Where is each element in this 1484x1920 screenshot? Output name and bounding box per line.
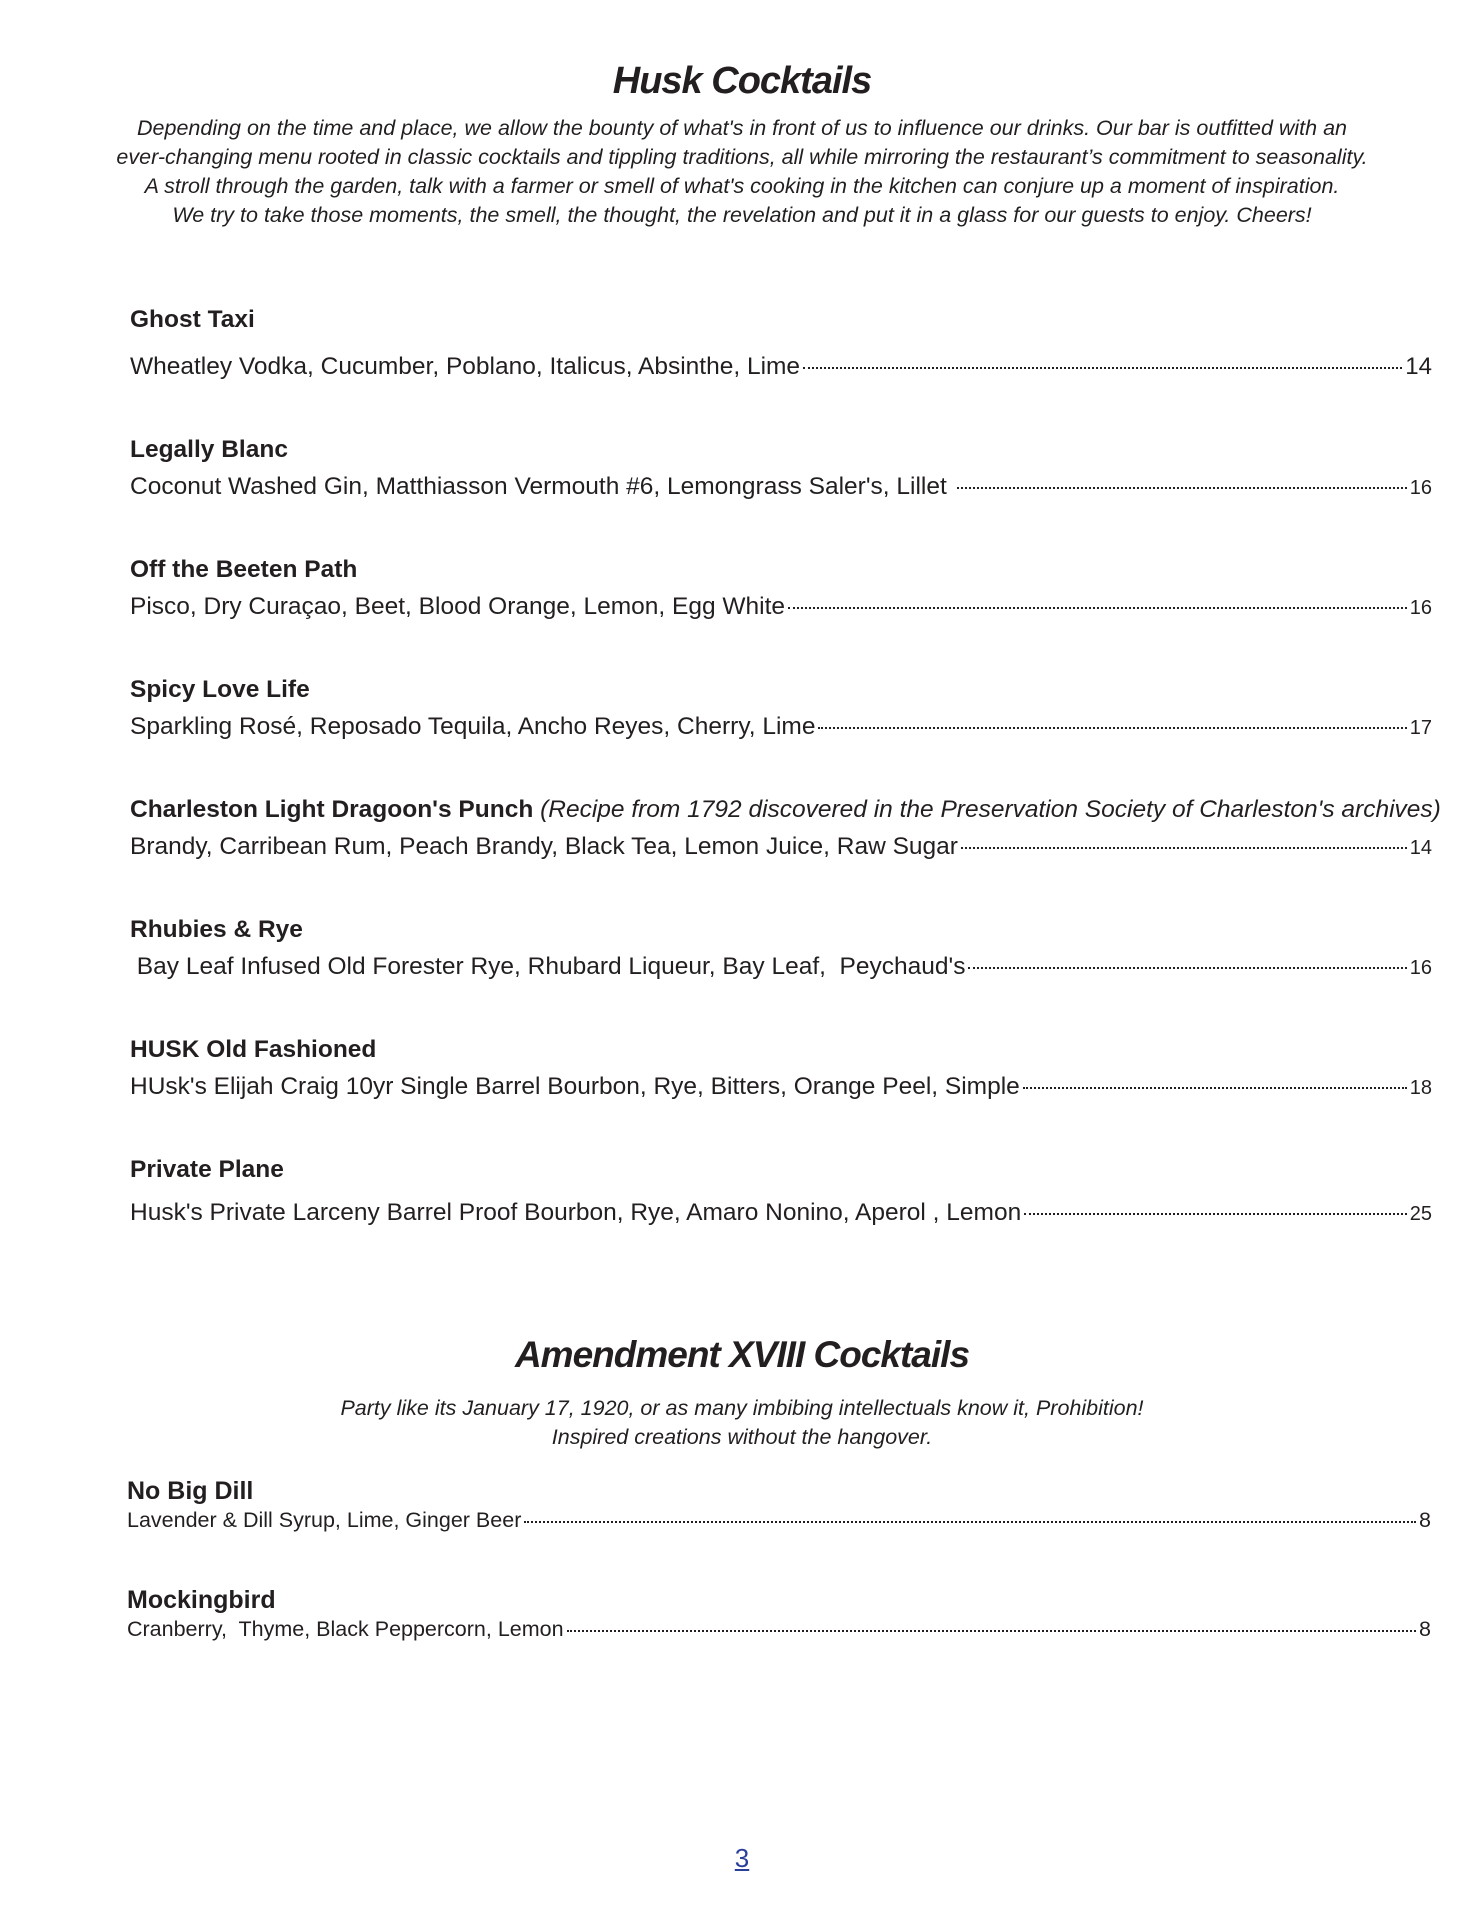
husk-intro-line: Depending on the time and place, we allow the bounty of what's in front of us to influence our drinks. Our bar is outfitted with an [137,116,1347,140]
drink-description: Pisco, Dry Curaçao, Beet, Blood Orange, Lemon, Egg White [130,593,786,620]
dot-leader [961,847,1407,849]
drink-item [130,795,1441,861]
drink-description: Brandy, Carribean Rum, Peach Brandy, Black Tea, Lemon Juice, Raw Sugar [130,833,958,860]
drink-item [130,1035,1432,1101]
drink-line [130,353,1432,381]
drink-description: Coconut Washed Gin, Matthiasson Vermouth #6, Lemongrass Saler's, Lillet [130,473,947,500]
drink-description: Husk's Private Larceny Barrel Proof Bourbon, Rye, Amaro Nonino, Aperol , Lemon [130,1199,1022,1226]
husk-intro-line: We try to take those moments, the smell, the thought, the revelation and put it in a glass for our guests to enjoy. Cheers! [172,203,1312,227]
drink-line [127,1508,1431,1533]
amendment-intro [0,1394,1484,1452]
drink-price: 14 [1405,353,1432,380]
drink-price: 16 [1409,957,1432,979]
drink-line [130,833,1432,861]
dot-leader [1024,1213,1407,1215]
drink-line [130,1073,1432,1101]
drink-name: Legally Blanc [130,436,288,463]
drink-name: HUSK Old Fashioned [130,1036,377,1063]
drink-line [130,953,1432,981]
drink-price: 14 [1409,837,1432,859]
dot-leader [818,727,1406,729]
husk-intro-line: A stroll through the garden, talk with a farmer or smell of what's cooking in the kitchen can conjure up a moment of inspiration. [144,174,1340,198]
drink-item [130,915,1432,981]
husk-intro [0,114,1484,230]
dot-leader [1023,1087,1407,1089]
drink-item [130,1155,1432,1227]
mocktail-item [127,1585,1431,1642]
page-number [0,1843,1484,1874]
drink-price: 25 [1409,1203,1432,1225]
drink-item [130,435,1432,501]
drink-name: Off the Beeten Path [130,556,358,583]
drink-price: 17 [1409,717,1432,739]
dot-leader [957,487,1407,489]
dot-leader [803,367,1402,369]
amendment-intro-line: Party like its January 17, 1920, or as many imbibing intellectuals know it, Prohibition! [340,1396,1144,1420]
drink-line [130,713,1432,741]
drink-description: Bay Leaf Infused Old Forester Rye, Rhubard Liqueur, Bay Leaf, Peychaud's [130,953,966,980]
dot-leader [968,967,1406,969]
drink-item [130,305,1432,381]
drink-line [130,1199,1432,1227]
drink-price: 8 [1419,1617,1431,1641]
drink-description: Wheatley Vodka, Cucumber, Poblano, Italicus, Absinthe, Lime [130,353,801,380]
drink-name: No Big Dill [127,1477,254,1505]
drink-description: Lavender & Dill Syrup, Lime, Ginger Beer [127,1508,522,1532]
drink-name: Mockingbird [127,1586,276,1614]
page-number-link[interactable]: 3 [734,1843,750,1873]
drink-name: Charleston Light Dragoon's Punch [130,796,534,823]
drink-description: HUsk's Elijah Craig 10yr Single Barrel Bourbon, Rye, Bitters, Orange Peel, Simple [130,1073,1020,1100]
mocktail-item [127,1476,1431,1533]
husk-intro-line: ever-changing menu rooted in classic cocktails and tippling traditions, all while mirroring the restaurant’s commitment to seasonality. [116,145,1368,169]
drink-name-row [130,795,1441,825]
drink-item [130,555,1432,621]
drink-name: Ghost Taxi [130,306,255,333]
drink-note: (Recipe from 1792 discovered in the Preservation Society of Charleston's archives) [540,796,1441,823]
drink-item [130,675,1432,741]
dot-leader [788,607,1407,609]
amendment-intro-line: Inspired creations without the hangover. [551,1425,933,1449]
drink-price: 18 [1409,1077,1432,1099]
husk-cocktails-title: Husk Cocktails [612,60,872,102]
amendment-cocktails-title: Amendment XVIII Cocktails [514,1334,970,1375]
drink-name: Private Plane [130,1156,284,1183]
drink-line [130,473,1432,501]
drink-name: Spicy Love Life [130,676,310,703]
drink-line [127,1617,1431,1642]
dot-leader [524,1521,1416,1523]
dot-leader [567,1630,1416,1632]
drink-price: 8 [1419,1508,1431,1532]
drink-line [130,593,1432,621]
drink-description: Sparkling Rosé, Reposado Tequila, Ancho Reyes, Cherry, Lime [130,713,816,740]
drink-description: Cranberry, Thyme, Black Peppercorn, Lemon [127,1617,564,1641]
drink-price: 16 [1409,597,1432,619]
drink-name: Rhubies & Rye [130,916,303,943]
drink-price: 16 [1409,477,1432,499]
